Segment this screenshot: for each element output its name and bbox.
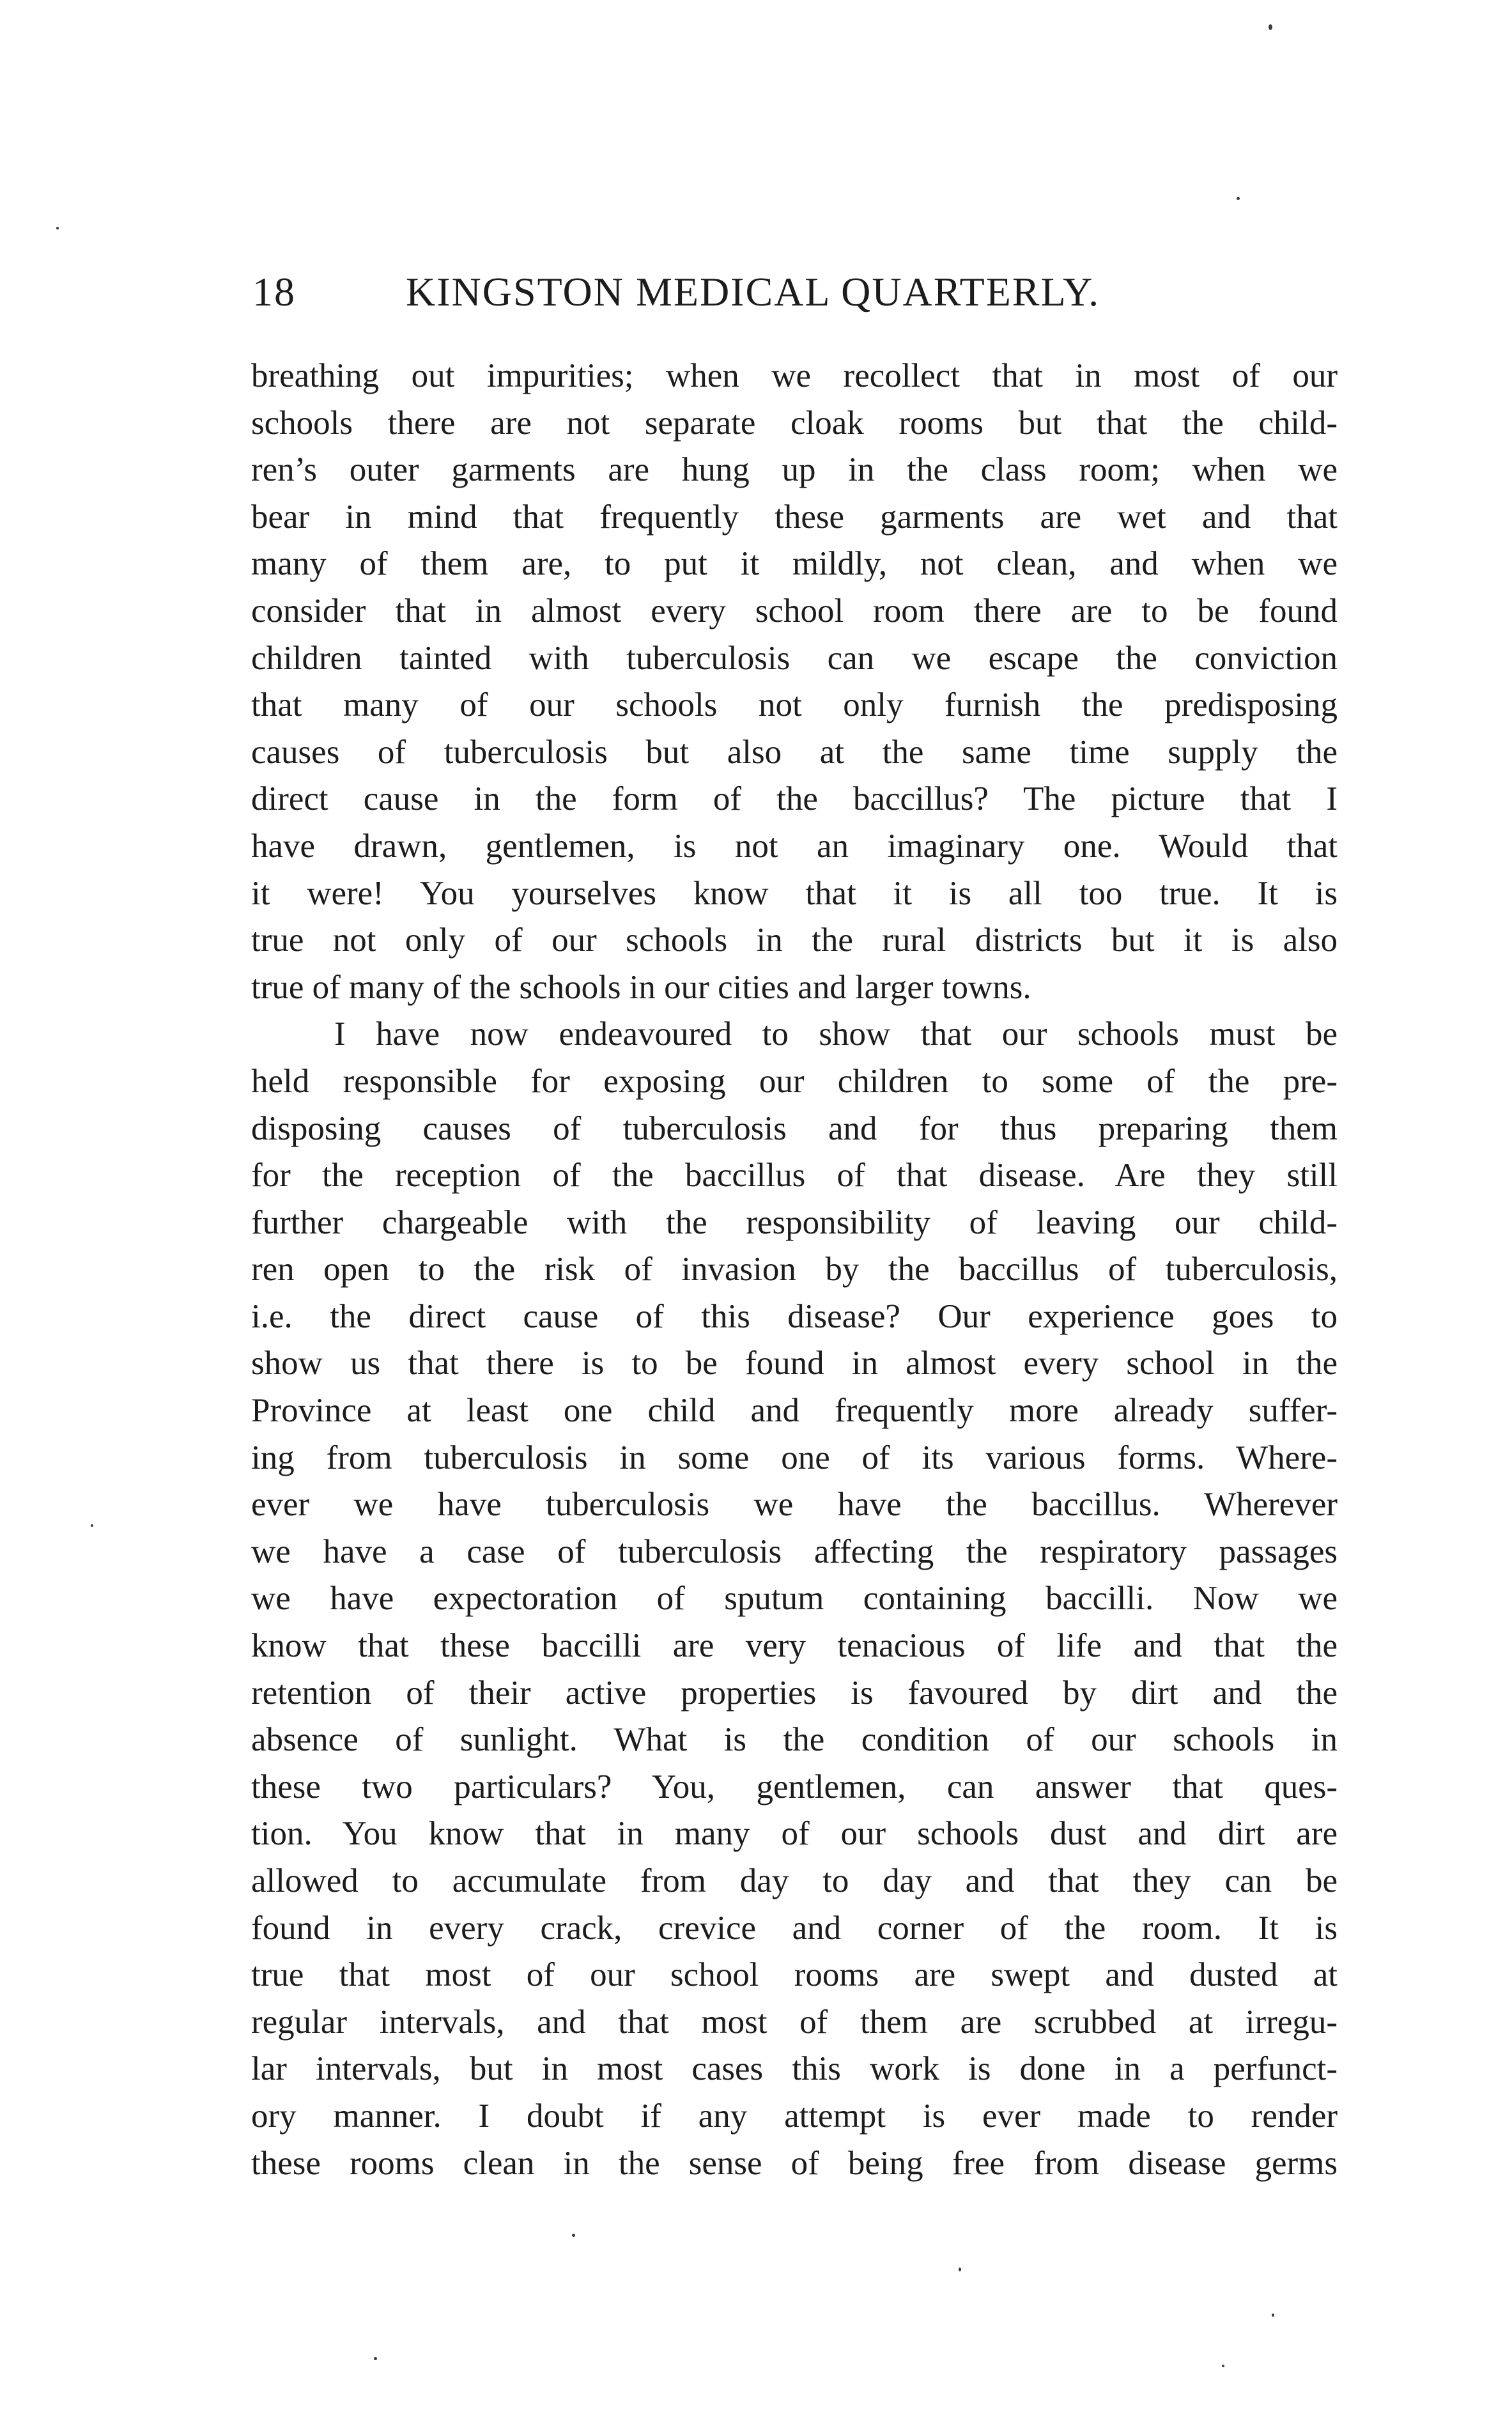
text-line: causes of tuberculosis but also at the same time supply the — [251, 733, 1338, 771]
scan-speck — [959, 2268, 961, 2271]
text-line: lar intervals, but in most cases this work is done in a perfunct- — [251, 2050, 1338, 2088]
scan-speck — [56, 227, 59, 229]
text-line: breathing out impurities; when we recollect that in most of our — [251, 357, 1338, 394]
scan-speck — [1269, 24, 1272, 30]
text-line: know that these baccilli are very tenacious of life and that the — [251, 1627, 1338, 1665]
text-line: ren’s outer garments are hung up in the class room; when we — [251, 451, 1338, 489]
text-line: we have a case of tuberculosis affecting the respiratory passages — [251, 1533, 1338, 1570]
scan-speck — [374, 2357, 377, 2360]
text-line: that many of our schools not only furnish the predisposing — [251, 686, 1338, 724]
text-line: true not only of our schools in the rural districts but it is also — [251, 922, 1338, 959]
scan-speck — [91, 1524, 93, 1527]
scan-speck — [1237, 197, 1240, 200]
text-line: bear in mind that frequently these garments are wet and that — [251, 498, 1338, 536]
text-line: retention of their active properties is favoured by dirt and the — [251, 1674, 1338, 1712]
text-line: regular intervals, and that most of them are scrubbed at irregu- — [251, 2003, 1338, 2041]
scan-speck — [1222, 2365, 1224, 2367]
text-line: for the reception of the baccillus of that disease. Are they still — [251, 1157, 1338, 1194]
paragraph-first-line: I have now endeavoured to show that our schools must be — [334, 1016, 1338, 1053]
text-line: ever we have tuberculosis we have the baccillus. Wherever — [251, 1486, 1338, 1524]
text-line: disposing causes of tuberculosis and for thus preparing them — [251, 1109, 1338, 1147]
text-line: these two particulars? You, gentlemen, can answer that ques- — [251, 1768, 1338, 1805]
text-line: true that most of our school rooms are swept and dusted at — [251, 1956, 1338, 1994]
text-line: further chargeable with the responsibility of leaving our child- — [251, 1203, 1338, 1241]
scan-speck — [1272, 2314, 1274, 2317]
text-line: absence of sunlight. What is the condition of our schools in — [251, 1721, 1338, 1759]
journal-title: KINGSTON MEDICAL QUARTERLY. — [406, 269, 1100, 314]
text-line: ory manner. I doubt if any attempt is ever made to render — [251, 2097, 1338, 2135]
text-line: show us that there is to be found in almost every school in the — [251, 1345, 1338, 1382]
text-line: children tainted with tuberculosis can we escape the conviction — [251, 639, 1338, 677]
text-line: i.e. the direct cause of this disease? Our experience goes to — [251, 1297, 1338, 1335]
text-line: these rooms clean in the sense of being free from disease germs — [251, 2144, 1338, 2182]
text-line: found in every crack, crevice and corner of the room. It is — [251, 1909, 1338, 1947]
text-line: consider that in almost every school room there are to be found — [251, 592, 1338, 630]
text-line: direct cause in the form of the baccillus? The picture that I — [251, 780, 1338, 818]
running-head — [252, 268, 1339, 326]
text-line: it were! You yourselves know that it is all too true. It is — [251, 874, 1338, 912]
text-line: have drawn, gentlemen, is not an imaginary one. Would that — [251, 827, 1338, 865]
text-line: tion. You know that in many of our schools dust and dirt are — [251, 1815, 1338, 1853]
text-line: ing from tuberculosis in some one of its various forms. Where- — [251, 1439, 1338, 1476]
text-line: schools there are not separate cloak rooms but that the child- — [251, 404, 1338, 442]
body-text — [251, 353, 1338, 2187]
text-line: we have expectoration of sputum containing baccilli. Now we — [251, 1580, 1338, 1618]
text-line: held responsible for exposing our children to some of the pre- — [251, 1062, 1338, 1100]
text-line: allowed to accumulate from day to day and that they can be — [251, 1862, 1338, 1899]
text-line: Province at least one child and frequently more already suffer- — [251, 1392, 1338, 1430]
page-number: 18 — [252, 269, 296, 314]
text-line: ren open to the risk of invasion by the baccillus of tuberculosis, — [251, 1251, 1338, 1288]
scan-speck — [572, 2234, 575, 2237]
text-line: true of many of the schools in our cities and larger towns. — [251, 968, 1031, 1006]
text-line: many of them are, to put it mildly, not clean, and when we — [251, 545, 1338, 583]
